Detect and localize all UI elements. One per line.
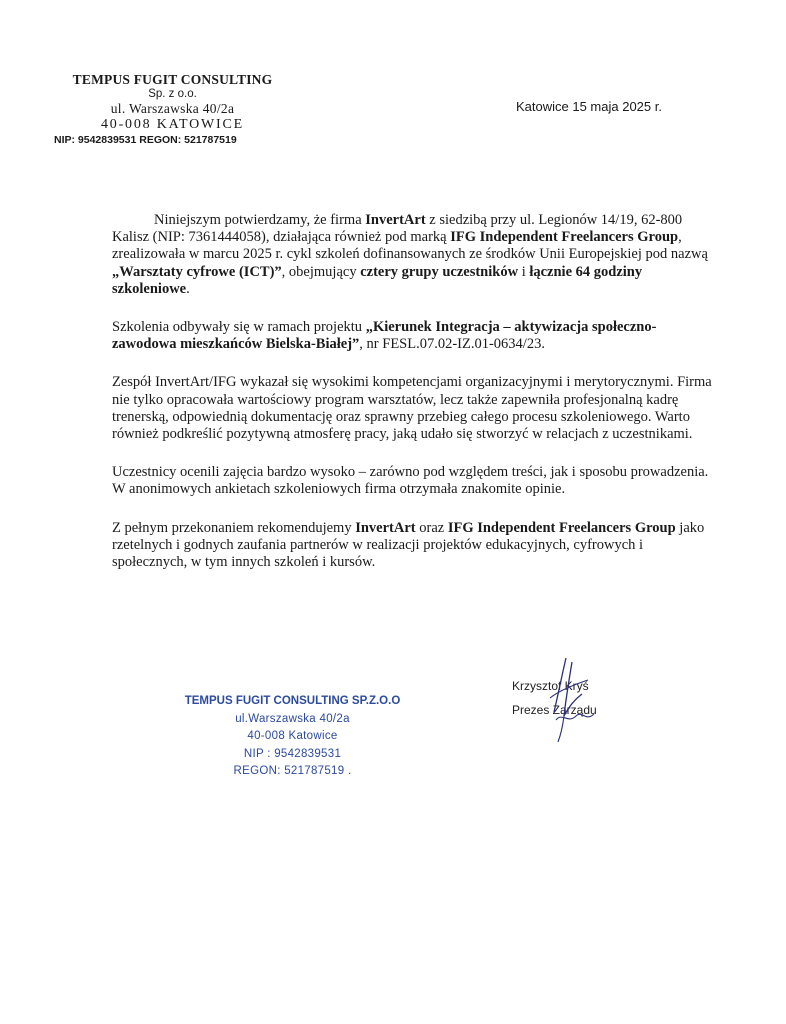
letterhead-city: 40-008 KATOWICE bbox=[100, 117, 244, 133]
text: Niniejszym potwierdzamy, że firma bbox=[154, 212, 366, 228]
training-name: „Warsztaty cyfrowe (ICT)” bbox=[112, 263, 282, 280]
stamp-city: 40-008 Katowice bbox=[247, 730, 338, 742]
letterhead bbox=[54, 72, 285, 146]
letterhead-company: TEMPUS FUGIT CONSULTING bbox=[72, 72, 273, 87]
text: , nr FESL.07.02-IZ.01-0634/23. bbox=[359, 336, 545, 353]
handwritten-signature bbox=[536, 650, 616, 745]
stamp-street: ul.Warszawska 40/2a bbox=[235, 712, 350, 725]
stamp-nip: NIP : 9542839531 bbox=[243, 747, 342, 760]
brand-name: IFG Independent Freelancers Group bbox=[450, 229, 679, 246]
text: , obejmujący bbox=[281, 263, 361, 280]
letter-body bbox=[112, 212, 712, 592]
group-count: cztery grupy uczestników bbox=[360, 263, 519, 280]
signer-role: Prezes Zarządu bbox=[512, 703, 597, 717]
paragraph-evaluation: Uczestnicy ocenili zajęcia bardzo wysoko – zarówno pod względem treści, jak i sposobu prowadzenia. W anonimowych ankietach szkoleniowych firma otrzymała znakomite opinie. bbox=[112, 464, 709, 498]
paragraph-confirmation bbox=[112, 212, 712, 298]
letterhead-legal-form: Sp. z o.o. bbox=[148, 87, 197, 100]
letterhead-street: ul. Warszawska 40/2a bbox=[110, 101, 235, 117]
text: Szkolenia odbywały się w ramach projektu bbox=[112, 319, 366, 336]
letterhead-tax-ids: NIP: 9542839531 REGON: 521787519 bbox=[54, 133, 237, 146]
company-stamp bbox=[180, 693, 405, 781]
text: , zrealizowała w marcu 2025 r. cykl szkoleń dofinansowanych ze środków Unii Europejskiej pod nazwą bbox=[112, 229, 708, 263]
hours-total: łącznie 64 godziny szkoleniowe bbox=[112, 263, 643, 297]
text: jako rzetelnych i godnych zaufania partnerów w realizacji projektów edukacyjnych, cyfrowych i społecznych, w tym innych szkoleń i kursów. bbox=[112, 519, 705, 571]
company-name: InvertArt bbox=[365, 212, 426, 228]
text: i bbox=[518, 263, 530, 280]
text: . bbox=[186, 280, 190, 297]
text: oraz bbox=[415, 519, 448, 536]
brand-name: IFG Independent Freelancers Group bbox=[447, 519, 676, 536]
project-name: „Kierunek Integracja – aktywizacja społeczno-zawodowa mieszkańców Bielska-Białej” bbox=[112, 319, 657, 353]
letter-date: Katowice 15 maja 2025 r. bbox=[516, 99, 662, 114]
stamp-company: TEMPUS FUGIT CONSULTING SP.Z.O.O bbox=[184, 695, 401, 707]
company-name: InvertArt bbox=[355, 519, 416, 536]
paragraph-recommendation bbox=[112, 520, 712, 572]
paragraph-project bbox=[112, 319, 712, 353]
signer-name: Krzysztof Kryś bbox=[512, 679, 589, 693]
text: z siedzibą przy ul. Legionów 14/19, 62-800 Kalisz (NIP: 7361444058), działająca również pod marką bbox=[112, 212, 683, 246]
stamp-regon: REGON: 521787519 . bbox=[233, 765, 352, 777]
text: Z pełnym przekonaniem rekomendujemy bbox=[112, 519, 356, 536]
paragraph-team: Zespół InvertArt/IFG wykazał się wysokimi kompetencjami organizacyjnymi i merytorycznymi. Firma nie tylko opracowała wartościowy program warsztatów, lecz także zapewniła profesjonalną kadrę trenerską, odpowiednią dokumentację oraz sprawny przebieg całego procesu szkoleniowego. Warto również podkreślić pozytywną atmosferę pracy, jaką udało się stworzyć w relacjach z uczestnikami. bbox=[112, 374, 712, 443]
